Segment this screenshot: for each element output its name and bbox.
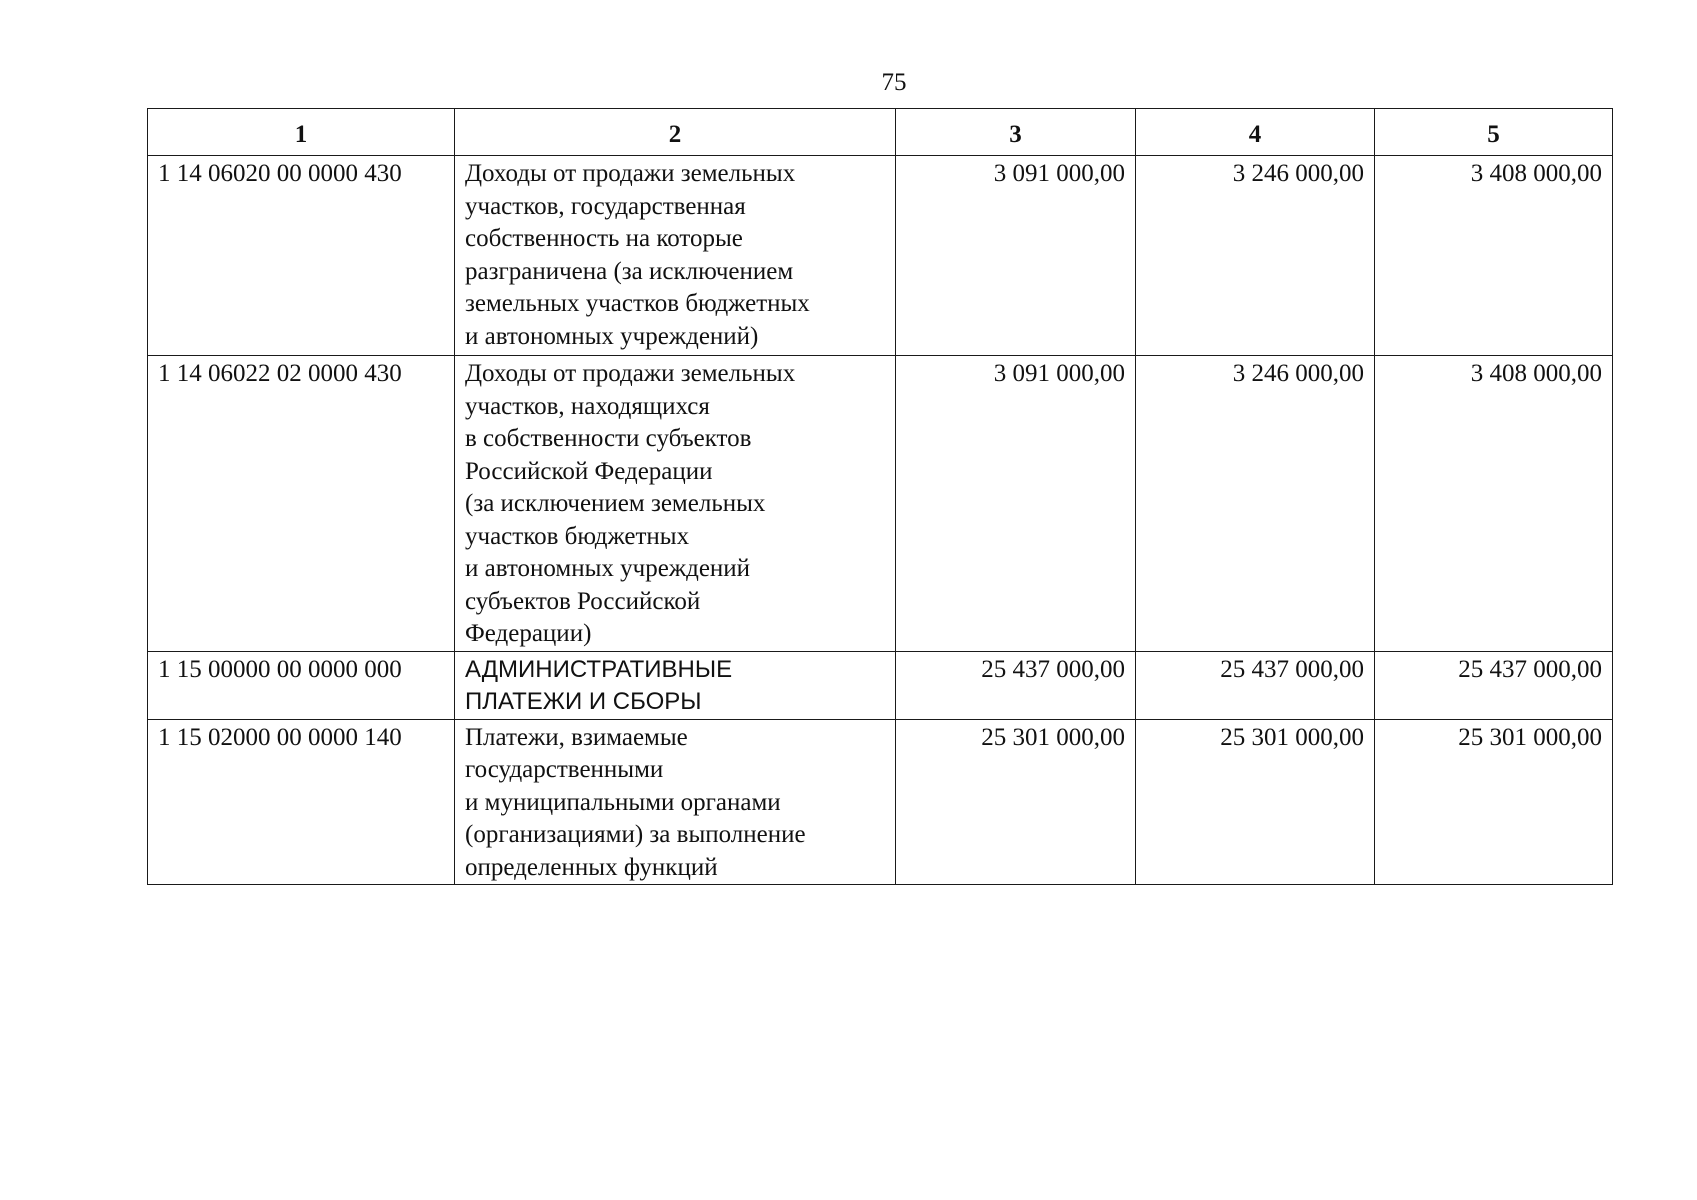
income-name-line: государственными: [465, 756, 664, 783]
column-header-4: 4: [1136, 109, 1375, 156]
amount-col4-cell: 3 246 000,00: [1136, 156, 1375, 356]
budget-code-cell: 1 15 02000 00 0000 140: [148, 719, 455, 885]
income-name-line: и автономных учреждений): [465, 322, 759, 350]
amount-col3-cell: 3 091 000,00: [896, 356, 1136, 652]
income-name-line: определенных функций: [465, 853, 718, 881]
income-name-cell: [455, 156, 896, 356]
column-header-3: 3: [896, 109, 1136, 156]
income-name-line: участков, находящихся: [465, 392, 710, 420]
income-name-line: в собственности субъектов: [465, 425, 752, 452]
amount-col5-cell: 25 437 000,00: [1375, 651, 1613, 719]
income-name-line: ПЛАТЕЖИ И СБОРЫ: [465, 688, 702, 715]
income-name-line: Российской Федерации: [465, 457, 713, 485]
amount-col3-cell: 3 091 000,00: [896, 156, 1136, 356]
amount-col4-cell: 3 246 000,00: [1136, 356, 1375, 652]
column-header-5: 5: [1375, 109, 1613, 156]
income-name-line: земельных участков бюджетных: [465, 290, 810, 317]
income-name-line: Доходы от продажи земельных: [465, 360, 796, 387]
income-name-line: участков бюджетных: [465, 522, 690, 550]
budget-code-cell: 1 14 06022 02 0000 430: [148, 356, 455, 652]
amount-col5-cell: 25 301 000,00: [1375, 719, 1613, 885]
amount-col3-cell: 25 301 000,00: [896, 719, 1136, 885]
amount-col5-cell: 3 408 000,00: [1375, 356, 1613, 652]
page-number: 75: [881, 69, 907, 96]
income-name-line: Платежи, взимаемые: [465, 723, 688, 751]
income-name-line: (за исключением земельных: [465, 490, 766, 517]
table-row: [148, 651, 1613, 719]
table-row: [148, 719, 1613, 885]
budget-code-cell: 1 14 06020 00 0000 430: [148, 156, 455, 356]
column-header-1: 1: [148, 109, 455, 156]
header-row: [148, 109, 1613, 156]
income-name-line: участков, государственная: [465, 192, 746, 220]
income-name-line: собственность на которые: [465, 225, 743, 252]
amount-col4-cell: 25 301 000,00: [1136, 719, 1375, 885]
amount-col5-cell: 3 408 000,00: [1375, 156, 1613, 356]
income-name-line: разграничена (за исключением: [465, 257, 794, 285]
income-name-line: субъектов Российской: [465, 587, 701, 615]
income-name-line: Доходы от продажи земельных: [465, 160, 796, 187]
income-name-line: (организациями) за выполнение: [465, 821, 806, 848]
income-name-line: Федерации): [465, 620, 592, 647]
budget-table: [147, 108, 1613, 885]
income-name-line: и муниципальными органами: [465, 788, 781, 816]
income-name-cell: [455, 651, 896, 719]
income-name-cell: [455, 356, 896, 652]
amount-col3-cell: 25 437 000,00: [896, 651, 1136, 719]
income-name-line: АДМИНИСТРАТИВНЫЕ: [465, 655, 733, 683]
table-row: [148, 356, 1613, 652]
income-name-line: и автономных учреждений: [465, 555, 751, 582]
column-header-2: 2: [455, 109, 896, 156]
table-row: [148, 156, 1613, 356]
amount-col4-cell: 25 437 000,00: [1136, 651, 1375, 719]
budget-code-cell: 1 15 00000 00 0000 000: [148, 651, 455, 719]
income-name-cell: [455, 719, 896, 885]
